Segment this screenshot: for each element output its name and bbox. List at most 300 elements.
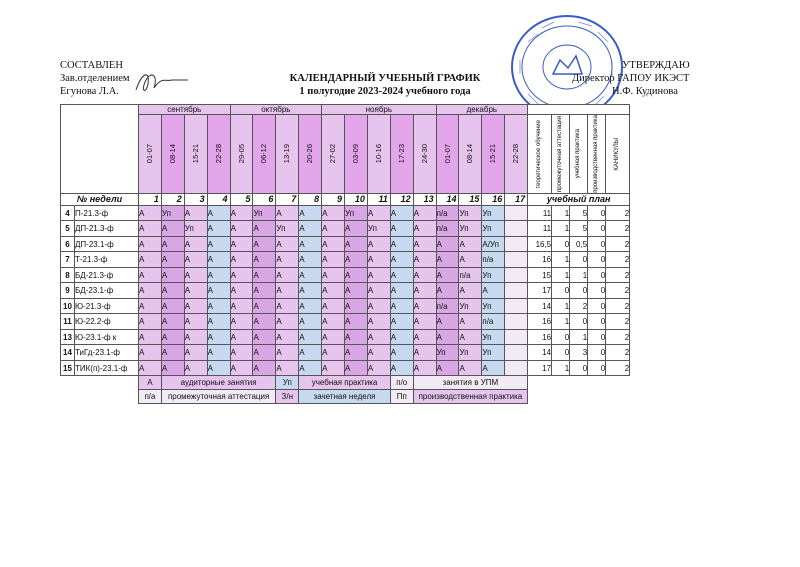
week-range-header bbox=[413, 115, 436, 194]
legend-row-1 bbox=[61, 376, 630, 390]
schedule-cell: А bbox=[322, 345, 345, 361]
week-range-label: 01-07 bbox=[442, 144, 452, 164]
schedule-cell: А/Уп bbox=[482, 236, 505, 252]
week-range-header bbox=[459, 115, 482, 194]
schedule-cell: А bbox=[322, 298, 345, 314]
summary-value: 0 bbox=[552, 283, 570, 299]
week-range-header bbox=[367, 115, 390, 194]
summary-value: 14 bbox=[528, 298, 552, 314]
schedule-cell: п/а bbox=[436, 298, 459, 314]
schedule-cell: А bbox=[230, 329, 253, 345]
schedule-cell: А bbox=[367, 205, 390, 221]
schedule-cell: А bbox=[230, 267, 253, 283]
schedule-cell: А bbox=[390, 298, 413, 314]
schedule-cell: А bbox=[253, 329, 276, 345]
schedule-cell: А bbox=[436, 283, 459, 299]
department-head-label: Зав.отделением bbox=[60, 73, 130, 84]
schedule-cell: А bbox=[367, 252, 390, 268]
schedule-cell: А bbox=[253, 360, 276, 376]
week-number: 2 bbox=[161, 193, 184, 205]
summary-header bbox=[528, 115, 552, 194]
table-row bbox=[61, 314, 630, 330]
schedule-cell: А bbox=[413, 205, 436, 221]
summary-value: 3 bbox=[570, 345, 588, 361]
group-name: ДП-21.3-ф bbox=[75, 221, 139, 237]
legend-spacer bbox=[61, 390, 139, 404]
summary-value: 1 bbox=[552, 298, 570, 314]
summary-value: 0 bbox=[570, 360, 588, 376]
summary-value: 2 bbox=[606, 345, 630, 361]
week-number: 10 bbox=[345, 193, 368, 205]
schedule-cell: Уп bbox=[184, 221, 207, 237]
schedule-cell: А bbox=[276, 329, 299, 345]
schedule-cell bbox=[505, 298, 528, 314]
legend-text: зачетная неделя bbox=[299, 390, 391, 404]
summary-value: 1 bbox=[570, 267, 588, 283]
schedule-cell: А bbox=[345, 252, 368, 268]
summary-header bbox=[570, 115, 588, 194]
schedule-cell: А bbox=[184, 205, 207, 221]
week-range-label: 03-09 bbox=[350, 144, 360, 164]
summary-value: 0 bbox=[552, 345, 570, 361]
schedule-cell: А bbox=[139, 298, 162, 314]
schedule-cell: А bbox=[230, 283, 253, 299]
week-range-header bbox=[436, 115, 459, 194]
schedule-cell: А bbox=[345, 298, 368, 314]
summary-value: 2 bbox=[606, 298, 630, 314]
schedule-cell: А bbox=[413, 267, 436, 283]
week-range-label: 27-02 bbox=[328, 144, 338, 164]
schedule-cell: А bbox=[459, 236, 482, 252]
schedule-cell: Уп bbox=[482, 329, 505, 345]
group-name: ТиГд-23.1-ф bbox=[75, 345, 139, 361]
schedule-cell: А bbox=[299, 267, 322, 283]
schedule-cell: А bbox=[139, 236, 162, 252]
schedule-cell: А bbox=[161, 221, 184, 237]
schedule-cell: А bbox=[367, 236, 390, 252]
summary-value: 1 bbox=[552, 221, 570, 237]
week-range-label: 20-26 bbox=[305, 144, 315, 164]
schedule-cell: А bbox=[161, 252, 184, 268]
summary-header bbox=[606, 115, 630, 194]
schedule-cell bbox=[505, 329, 528, 345]
summary-value: 2 bbox=[606, 360, 630, 376]
schedule-cell: А bbox=[139, 267, 162, 283]
group-name: Ю-21.3-ф bbox=[75, 298, 139, 314]
schedule-cell bbox=[505, 252, 528, 268]
schedule-cell: А bbox=[367, 283, 390, 299]
department-head-name: Егунова Л.А. bbox=[60, 86, 119, 97]
week-range-header bbox=[322, 115, 345, 194]
schedule-cell: А bbox=[161, 329, 184, 345]
legend-code: А bbox=[139, 376, 162, 390]
schedule-cell: А bbox=[230, 360, 253, 376]
week-number: 3 bbox=[184, 193, 207, 205]
schedule-cell: Уп bbox=[482, 221, 505, 237]
week-numbers-row bbox=[61, 193, 630, 205]
group-name: БД-23.1-ф bbox=[75, 283, 139, 299]
schedule-cell: А bbox=[207, 267, 230, 283]
schedule-cell: А bbox=[413, 360, 436, 376]
summary-value: 2 bbox=[606, 329, 630, 345]
summary-value: 16,5 bbox=[528, 236, 552, 252]
document-title: КАЛЕНДАРНЫЙ УЧЕБНЫЙ ГРАФИК bbox=[289, 73, 481, 84]
schedule-cell: А bbox=[390, 329, 413, 345]
schedule-cell: А bbox=[161, 360, 184, 376]
row-number: 8 bbox=[61, 267, 75, 283]
schedule-cell: Уп bbox=[276, 221, 299, 237]
schedule-cell: А bbox=[299, 329, 322, 345]
schedule-cell: А bbox=[184, 267, 207, 283]
schedule-cell: А bbox=[436, 267, 459, 283]
schedule-cell bbox=[505, 221, 528, 237]
summary-value: 1 bbox=[570, 329, 588, 345]
schedule-cell: А bbox=[322, 221, 345, 237]
schedule-cell bbox=[505, 267, 528, 283]
schedule-cell: А bbox=[299, 283, 322, 299]
schedule-cell: А bbox=[299, 221, 322, 237]
schedule-cell: А bbox=[367, 360, 390, 376]
summary-header bbox=[552, 115, 570, 194]
approved-by-block bbox=[568, 59, 690, 98]
summary-value: 1 bbox=[552, 205, 570, 221]
schedule-cell: А bbox=[436, 252, 459, 268]
table-row bbox=[61, 267, 630, 283]
month-header: ноябрь bbox=[322, 105, 436, 115]
legend-spacer bbox=[528, 376, 630, 390]
header-corner bbox=[61, 105, 139, 194]
week-range-label: 13-19 bbox=[282, 144, 292, 164]
schedule-cell: А bbox=[459, 252, 482, 268]
schedule-cell: Уп bbox=[459, 221, 482, 237]
legend-code: п/а bbox=[139, 390, 162, 404]
schedule-cell: А bbox=[390, 205, 413, 221]
week-range-label: 24-30 bbox=[419, 144, 429, 164]
summary-value: 0 bbox=[570, 283, 588, 299]
schedule-cell: А bbox=[322, 252, 345, 268]
legend-code: Уп bbox=[276, 376, 299, 390]
summary-value: 2 bbox=[606, 252, 630, 268]
week-number: 15 bbox=[459, 193, 482, 205]
months-row bbox=[61, 105, 630, 115]
schedule-cell: А bbox=[184, 360, 207, 376]
week-range-label: 17-23 bbox=[396, 144, 406, 164]
schedule-cell: А bbox=[184, 314, 207, 330]
row-number: 4 bbox=[61, 205, 75, 221]
week-range-header bbox=[184, 115, 207, 194]
week-range-header bbox=[505, 115, 528, 194]
legend-spacer bbox=[528, 390, 630, 404]
summary-value: 17 bbox=[528, 360, 552, 376]
week-number: 9 bbox=[322, 193, 345, 205]
schedule-cell: А bbox=[139, 314, 162, 330]
schedule-cell: А bbox=[253, 314, 276, 330]
schedule-cell: А bbox=[413, 329, 436, 345]
schedule-cell: А bbox=[345, 360, 368, 376]
summary-value: 5 bbox=[570, 221, 588, 237]
table-row bbox=[61, 298, 630, 314]
schedule-cell: А bbox=[184, 283, 207, 299]
month-header: сентябрь bbox=[139, 105, 231, 115]
schedule-cell: А bbox=[253, 236, 276, 252]
schedule-cell: А bbox=[207, 329, 230, 345]
schedule-cell: А bbox=[299, 345, 322, 361]
table-row bbox=[61, 329, 630, 345]
schedule-cell bbox=[505, 314, 528, 330]
schedule-cell: А bbox=[413, 252, 436, 268]
schedule-cell: А bbox=[230, 314, 253, 330]
schedule-cell: А bbox=[184, 345, 207, 361]
schedule-cell: А bbox=[230, 252, 253, 268]
schedule-cell: п/а bbox=[482, 252, 505, 268]
summary-value: 1 bbox=[552, 360, 570, 376]
summary-value: 0 bbox=[588, 298, 606, 314]
schedule-cell: Уп bbox=[459, 205, 482, 221]
legend-text: занятия в УПМ bbox=[413, 376, 527, 390]
schedule-cell: А bbox=[253, 283, 276, 299]
summary-header-label: теоретическое обучение bbox=[536, 119, 543, 189]
summary-value: 0 bbox=[588, 283, 606, 299]
summary-value: 0 bbox=[588, 267, 606, 283]
group-name: ДП-23.1-ф bbox=[75, 236, 139, 252]
week-range-label: 15-21 bbox=[190, 144, 200, 164]
summary-header-spacer bbox=[528, 105, 630, 115]
summary-header-label: учебная практика bbox=[575, 129, 582, 179]
legend-code: З/н bbox=[276, 390, 299, 404]
legend-text: аудиторные занятия bbox=[161, 376, 275, 390]
row-number: 6 bbox=[61, 236, 75, 252]
schedule-cell: А bbox=[276, 236, 299, 252]
schedule-cell: А bbox=[322, 236, 345, 252]
summary-value: 2 bbox=[606, 221, 630, 237]
summary-value: 14 bbox=[528, 345, 552, 361]
schedule-cell: А bbox=[390, 236, 413, 252]
schedule-cell: А bbox=[390, 283, 413, 299]
summary-header bbox=[588, 115, 606, 194]
schedule-cell: А bbox=[322, 329, 345, 345]
schedule-cell: А bbox=[161, 345, 184, 361]
summary-value: 2 bbox=[606, 205, 630, 221]
summary-value: 1 bbox=[552, 252, 570, 268]
week-range-header bbox=[390, 115, 413, 194]
schedule-cell: А bbox=[390, 221, 413, 237]
schedule-cell: А bbox=[230, 221, 253, 237]
week-range-label: 22-28 bbox=[213, 144, 223, 164]
summary-value: 0 bbox=[570, 314, 588, 330]
schedule-cell: А bbox=[276, 360, 299, 376]
summary-value: 11 bbox=[528, 205, 552, 221]
director-label: Директор ГАПОУ ИКЭСТ bbox=[572, 73, 690, 84]
schedule-cell: А bbox=[367, 267, 390, 283]
schedule-cell: А bbox=[139, 221, 162, 237]
week-number: 5 bbox=[230, 193, 253, 205]
schedule-cell: Уп bbox=[436, 345, 459, 361]
schedule-cell: А bbox=[139, 345, 162, 361]
week-range-header bbox=[299, 115, 322, 194]
schedule-cell bbox=[505, 236, 528, 252]
week-number: 16 bbox=[482, 193, 505, 205]
schedule-cell: А bbox=[299, 205, 322, 221]
row-number: 13 bbox=[61, 329, 75, 345]
schedule-cell: А bbox=[390, 252, 413, 268]
schedule-cell: А bbox=[184, 236, 207, 252]
summary-value: 16 bbox=[528, 314, 552, 330]
schedule-cell: А bbox=[367, 329, 390, 345]
schedule-cell: А bbox=[413, 236, 436, 252]
schedule-cell: А bbox=[161, 283, 184, 299]
schedule-cell: А bbox=[413, 221, 436, 237]
schedule-cell: Уп bbox=[482, 205, 505, 221]
row-number: 7 bbox=[61, 252, 75, 268]
summary-value: 0 bbox=[552, 329, 570, 345]
schedule-cell: А bbox=[139, 205, 162, 221]
week-range-label: 01-07 bbox=[144, 144, 154, 164]
schedule-cell: А bbox=[345, 221, 368, 237]
schedule-cell: А bbox=[207, 314, 230, 330]
week-range-header bbox=[230, 115, 253, 194]
table-row bbox=[61, 236, 630, 252]
week-range-header bbox=[207, 115, 230, 194]
schedule-cell: п/а bbox=[459, 267, 482, 283]
schedule-cell: А bbox=[322, 283, 345, 299]
summary-value: 2 bbox=[606, 314, 630, 330]
row-number: 14 bbox=[61, 345, 75, 361]
schedule-cell: А bbox=[184, 298, 207, 314]
group-name: Ю-23.1-ф к bbox=[75, 329, 139, 345]
schedule-cell: А bbox=[322, 267, 345, 283]
schedule-cell: А bbox=[436, 329, 459, 345]
schedule-cell: Уп bbox=[482, 298, 505, 314]
schedule-cell: Уп bbox=[253, 205, 276, 221]
legend-text: учебная практика bbox=[299, 376, 391, 390]
schedule-cell: А bbox=[413, 314, 436, 330]
summary-value: 2 bbox=[606, 236, 630, 252]
schedule-cell bbox=[505, 283, 528, 299]
week-range-header bbox=[482, 115, 505, 194]
schedule-cell: А bbox=[322, 314, 345, 330]
schedule-cell: Уп bbox=[459, 345, 482, 361]
schedule-cell: А bbox=[345, 314, 368, 330]
document-subtitle: 1 полугодие 2023-2024 учебного года bbox=[299, 86, 471, 97]
table-row bbox=[61, 205, 630, 221]
summary-value: 0 bbox=[588, 236, 606, 252]
compiled-label: СОСТАВЛЕН bbox=[60, 60, 123, 71]
schedule-cell: А bbox=[367, 298, 390, 314]
legend-code: Пп bbox=[390, 390, 413, 404]
schedule-cell: А bbox=[207, 236, 230, 252]
week-number: 17 bbox=[505, 193, 528, 205]
summary-value: 0 bbox=[588, 345, 606, 361]
schedule-cell: А bbox=[230, 205, 253, 221]
schedule-cell: А bbox=[161, 236, 184, 252]
summary-value: 0 bbox=[588, 205, 606, 221]
summary-value: 0 bbox=[552, 236, 570, 252]
summary-value: 0 bbox=[588, 314, 606, 330]
schedule-cell: А bbox=[299, 314, 322, 330]
compiled-by-block bbox=[60, 59, 130, 98]
week-ranges-row bbox=[61, 115, 630, 194]
schedule-cell: А bbox=[161, 314, 184, 330]
schedule-cell: А bbox=[390, 267, 413, 283]
week-range-label: 10-16 bbox=[373, 144, 383, 164]
week-number: 1 bbox=[139, 193, 162, 205]
schedule-cell: А bbox=[139, 252, 162, 268]
schedule-cell: А bbox=[436, 360, 459, 376]
schedule-cell: А bbox=[436, 314, 459, 330]
group-name: Т-21.3-ф bbox=[75, 252, 139, 268]
schedule-cell: А bbox=[276, 314, 299, 330]
row-number: 15 bbox=[61, 360, 75, 376]
schedule-cell: А bbox=[161, 298, 184, 314]
schedule-cell: А bbox=[253, 252, 276, 268]
row-number: 9 bbox=[61, 283, 75, 299]
week-range-label: 22-28 bbox=[511, 144, 521, 164]
schedule-cell: п/а bbox=[436, 205, 459, 221]
schedule-cell: А bbox=[207, 221, 230, 237]
schedule-cell: А bbox=[436, 236, 459, 252]
schedule-cell: А bbox=[345, 283, 368, 299]
summary-value: 5 bbox=[570, 205, 588, 221]
schedule-cell: А bbox=[276, 252, 299, 268]
summary-header-label: производственная практика bbox=[593, 115, 600, 193]
schedule-cell: А bbox=[299, 236, 322, 252]
week-number: 13 bbox=[413, 193, 436, 205]
summary-value: 11 bbox=[528, 221, 552, 237]
signature-icon bbox=[132, 66, 192, 98]
schedule-cell: Уп bbox=[459, 298, 482, 314]
schedule-cell: Уп bbox=[161, 205, 184, 221]
schedule-cell: А bbox=[345, 345, 368, 361]
schedule-cell: А bbox=[253, 221, 276, 237]
summary-value: 0 bbox=[570, 252, 588, 268]
director-name: Н.Ф. Кудинова bbox=[612, 86, 678, 97]
week-range-header bbox=[139, 115, 162, 194]
table-row bbox=[61, 252, 630, 268]
summary-header-label: КАНИКУЛЫ bbox=[614, 137, 621, 171]
summary-value: 2 bbox=[606, 283, 630, 299]
week-number: 14 bbox=[436, 193, 459, 205]
week-range-label: 08-14 bbox=[465, 144, 475, 164]
document-title-block bbox=[270, 72, 500, 98]
legend-text: производственная практика bbox=[413, 390, 527, 404]
legend-text: промежуточная аттестация bbox=[161, 390, 275, 404]
summary-value: 17 bbox=[528, 283, 552, 299]
schedule-cell: А bbox=[161, 267, 184, 283]
group-name: БД-21.3-ф bbox=[75, 267, 139, 283]
schedule-cell: А bbox=[139, 360, 162, 376]
schedule-cell: А bbox=[253, 298, 276, 314]
schedule-cell: А bbox=[299, 298, 322, 314]
schedule-cell: А bbox=[276, 298, 299, 314]
week-number: 12 bbox=[390, 193, 413, 205]
schedule-cell: п/а bbox=[436, 221, 459, 237]
row-number: 11 bbox=[61, 314, 75, 330]
week-range-header bbox=[345, 115, 368, 194]
schedule-table bbox=[60, 104, 630, 404]
schedule-cell: А bbox=[367, 345, 390, 361]
schedule-cell: А bbox=[276, 283, 299, 299]
schedule-cell: А bbox=[459, 283, 482, 299]
schedule-cell: А bbox=[413, 283, 436, 299]
schedule-cell: А bbox=[184, 252, 207, 268]
schedule-cell: А bbox=[276, 345, 299, 361]
schedule-cell: А bbox=[482, 360, 505, 376]
summary-value: 0 bbox=[588, 360, 606, 376]
schedule-cell: А bbox=[345, 329, 368, 345]
schedule-cell: А bbox=[276, 267, 299, 283]
summary-value: 1 bbox=[552, 314, 570, 330]
schedule-cell: А bbox=[322, 360, 345, 376]
